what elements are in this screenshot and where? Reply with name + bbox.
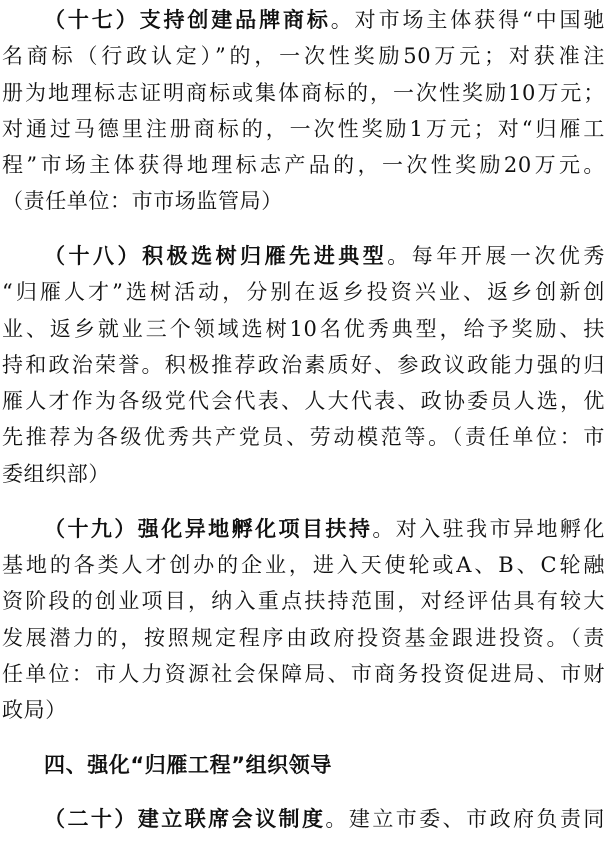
p19-line-2: 基地的各类人才创办的企业，进入天使轮或A、B、C轮融 [2, 553, 605, 577]
p18-line-1-text: 。每年开展一次优秀 [387, 244, 605, 268]
p17-line-5: 程”市场主体获得地理标志产品的，一次性奖励20万元。 [2, 153, 605, 177]
p19-line-1-text: 。对入驻我市异地孵化 [372, 517, 605, 541]
p18-line-5: 雁人才作为各级党代会代表、人大代表、政协委员人选，优 [2, 389, 605, 413]
p20-line-1-text: 。建立市委、市政府负责同 [325, 807, 605, 831]
p19-line-5: 任单位：市人力资源社会保障局、市商务投资促进局、市财 [2, 662, 605, 686]
p17-heading: （十七）支持创建品牌商标 [44, 8, 331, 32]
p17-line-1 [0, 2, 607, 38]
p18-heading: （十八）积极选树归雁先进典型 [44, 244, 388, 268]
p18-line-7: 委组织部） [2, 462, 110, 486]
p17-line-6: （责任单位：市市场监管局） [2, 189, 283, 213]
p17-line-4: 对通过马德里注册商标的，一次性奖励1万元；对“归雁工 [2, 117, 605, 141]
p17-line-3: 册为地理标志证明商标或集体商标的，一次性奖励10万元； [2, 81, 605, 105]
p19-line-6: 政局） [2, 698, 67, 722]
p20-heading: （二十）建立联席会议制度 [44, 807, 326, 831]
p17-line-2: 名商标（行政认定）”的，一次性奖励50万元；对获准注 [2, 44, 605, 68]
p19-line-3: 资阶段的创业项目，纳入重点扶持范围，对经评估具有较大 [2, 589, 605, 613]
p17-line-1-text: 。对市场主体获得“中国驰 [330, 8, 605, 32]
p18-line-4: 持和政治荣誉。积极推荐政治素质好、参政议政能力强的归 [2, 353, 605, 377]
p19-heading: （十九）强化异地孵化项目扶持 [44, 517, 373, 541]
p20-line-1 [0, 801, 607, 837]
p18-line-2: “归雁人才”选树活动，分别在返乡投资兴业、返乡创新创 [2, 280, 605, 304]
p18-line-6: 先推荐为各级优秀共产党员、劳动模范等。（责任单位：市 [2, 425, 605, 449]
section-heading: 四、强化“归雁工程”组织领导 [44, 753, 333, 777]
p19-line-4: 发展潜力的，按照规定程序由政府投资基金跟进投资。（责 [2, 626, 605, 650]
p18-line-1 [0, 238, 607, 274]
p19-line-1 [0, 511, 607, 547]
p18-line-3: 业、返乡就业三个领域选树10名优秀典型，给予奖励、扶 [2, 317, 605, 341]
